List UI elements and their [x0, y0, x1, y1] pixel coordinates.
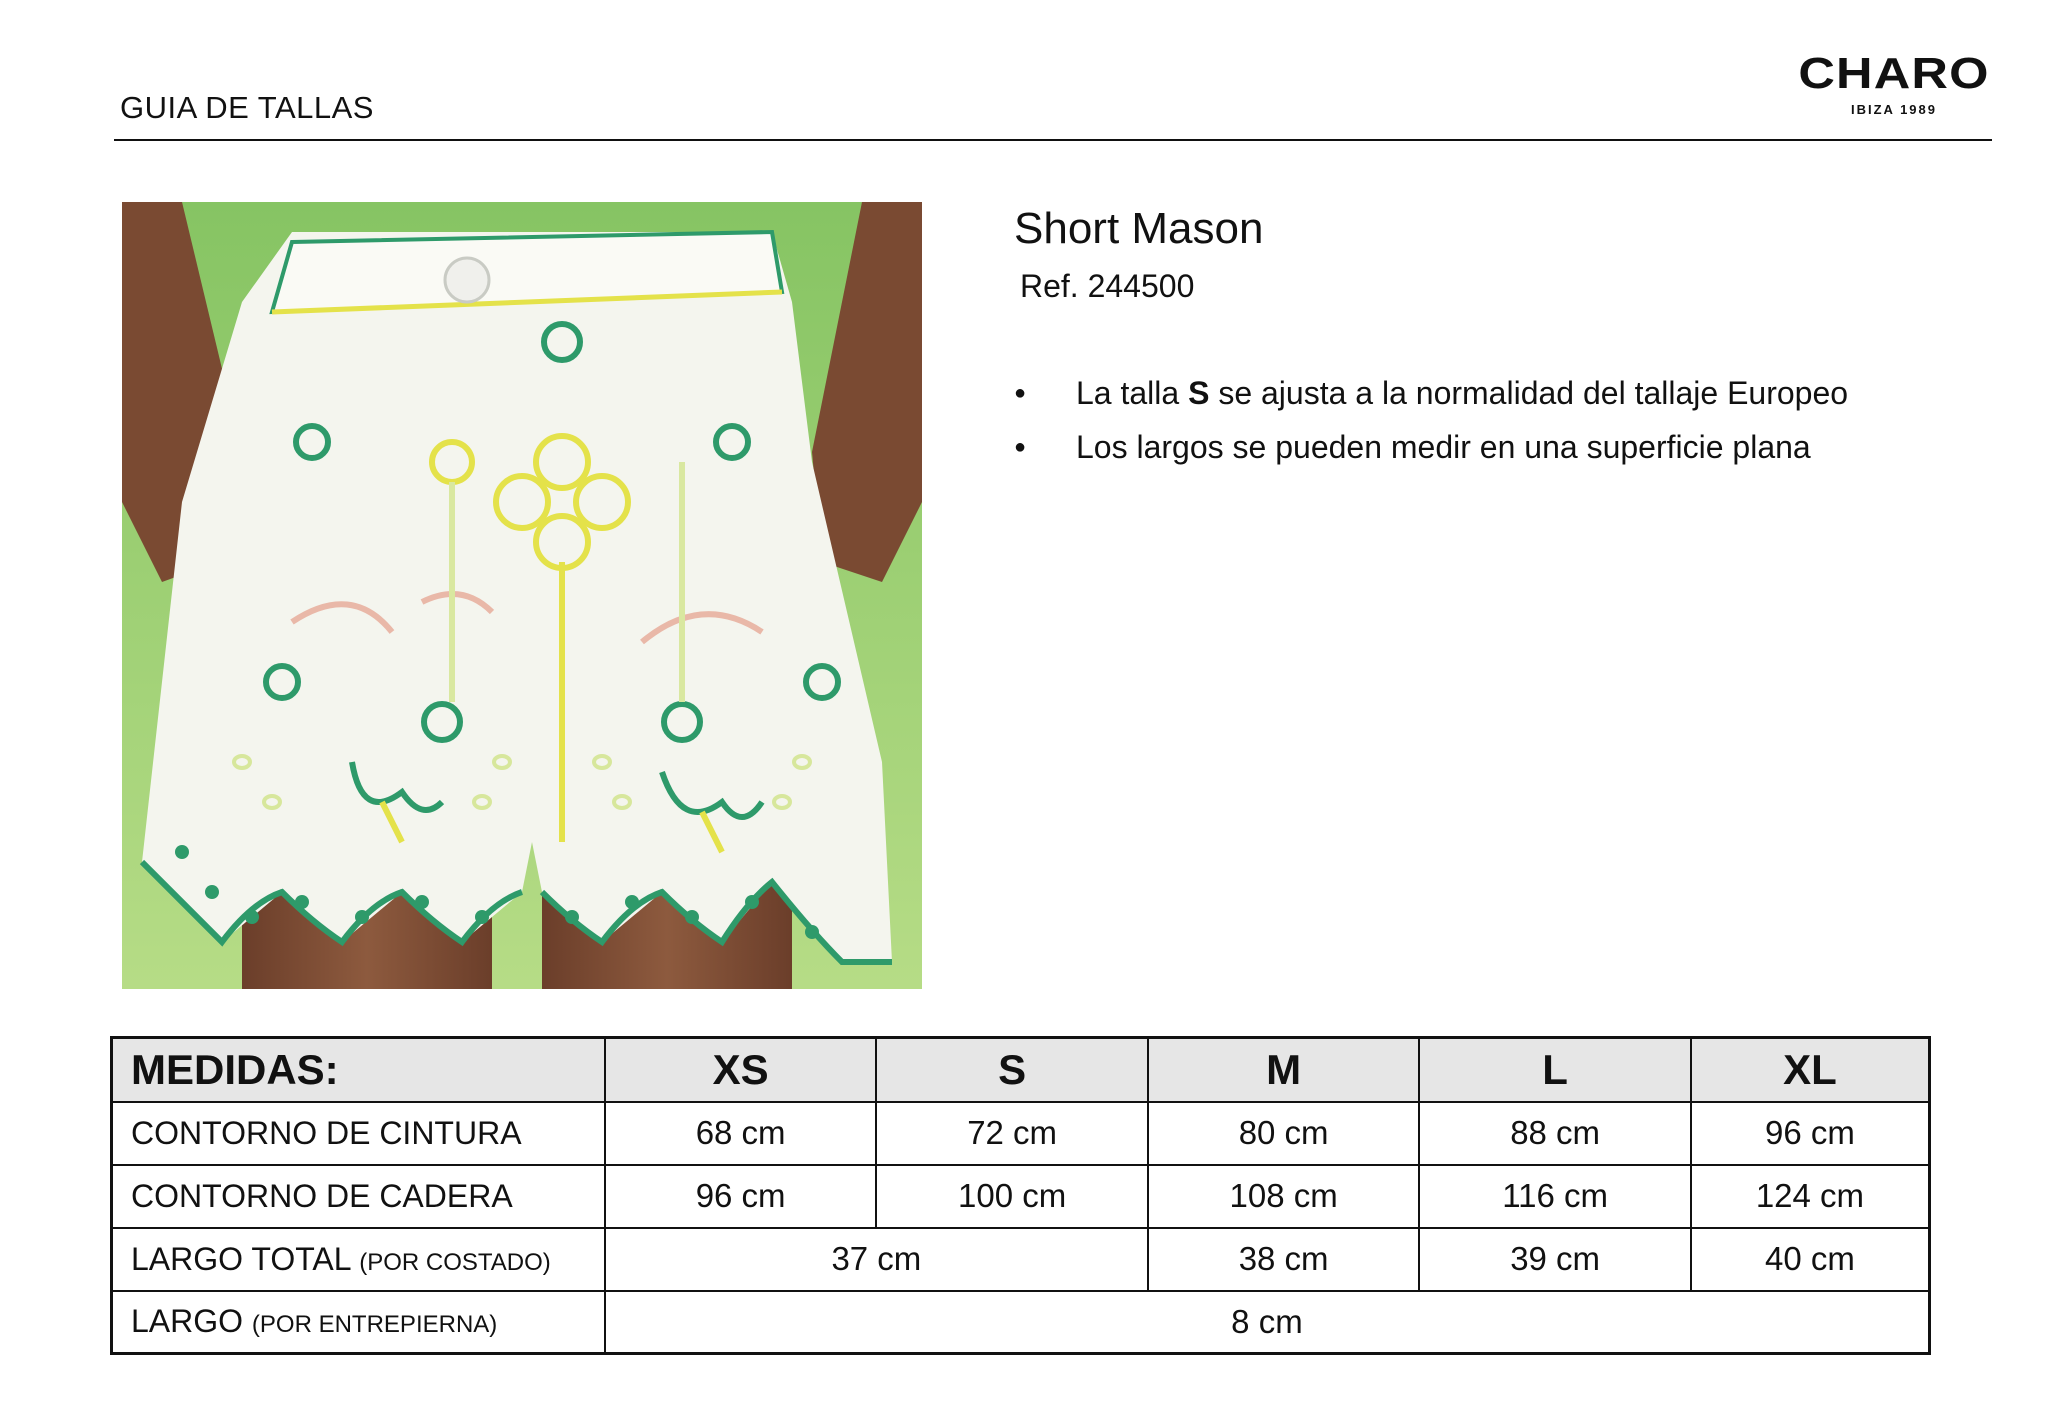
table-cell: 100 cm — [876, 1165, 1148, 1228]
table-row — [112, 1291, 1930, 1354]
row-label: CONTORNO DE CINTURA — [112, 1102, 605, 1165]
row-label-note: (POR ENTREPIERNA) — [251, 1311, 498, 1339]
header-divider — [114, 139, 1992, 141]
table-cell: 38 cm — [1148, 1228, 1420, 1291]
brand-name: CHARO — [1798, 49, 1990, 98]
brand-tagline: IBIZA 1989 — [1851, 102, 1937, 117]
page-title: GUIA DE TALLAS — [120, 90, 374, 125]
table-row — [112, 1102, 1930, 1165]
table-cell: 116 cm — [1419, 1165, 1691, 1228]
table-row — [112, 1165, 1930, 1228]
measures-header: MEDIDAS: — [112, 1038, 605, 1102]
table-cell: 39 cm — [1419, 1228, 1691, 1291]
row-label: LARGO (POR ENTREPIERNA) — [112, 1291, 605, 1354]
product-photo — [122, 202, 922, 989]
size-header-m: M — [1148, 1038, 1420, 1102]
row-label-note: (POR COSTADO) — [359, 1248, 551, 1276]
size-header-s: S — [876, 1038, 1148, 1102]
table-cell: 68 cm — [605, 1102, 877, 1165]
fit-note: ● Los largos se pueden medir en una superficie plana — [1014, 420, 1848, 474]
size-chart-table — [110, 1036, 1931, 1355]
table-cell: 124 cm — [1691, 1165, 1930, 1228]
table-cell: 108 cm — [1148, 1165, 1420, 1228]
table-cell: 80 cm — [1148, 1102, 1420, 1165]
brand-logo — [1798, 49, 1990, 117]
row-label: LARGO TOTAL (POR COSTADO) — [112, 1228, 605, 1291]
table-header-row — [112, 1038, 1930, 1102]
highlight-size: S — [1188, 375, 1210, 411]
fit-notes — [1014, 366, 1848, 474]
row-label: CONTORNO DE CADERA — [112, 1165, 605, 1228]
product-reference: Ref. 244500 — [1020, 268, 1195, 304]
table-cell: 96 cm — [1691, 1102, 1930, 1165]
fit-note: ● La talla S se ajusta a la normalidad del tallaje Europeo — [1014, 366, 1848, 420]
table-row — [112, 1228, 1930, 1291]
product-name: Short Mason — [1014, 204, 1264, 253]
size-header-xs: XS — [605, 1038, 877, 1102]
table-cell: 40 cm — [1691, 1228, 1930, 1291]
table-cell: 96 cm — [605, 1165, 877, 1228]
size-header-l: L — [1419, 1038, 1691, 1102]
table-cell: 8 cm — [605, 1291, 1930, 1354]
table-cell: 37 cm — [605, 1228, 1148, 1291]
size-header-xl: XL — [1691, 1038, 1930, 1102]
table-cell: 88 cm — [1419, 1102, 1691, 1165]
table-cell: 72 cm — [876, 1102, 1148, 1165]
